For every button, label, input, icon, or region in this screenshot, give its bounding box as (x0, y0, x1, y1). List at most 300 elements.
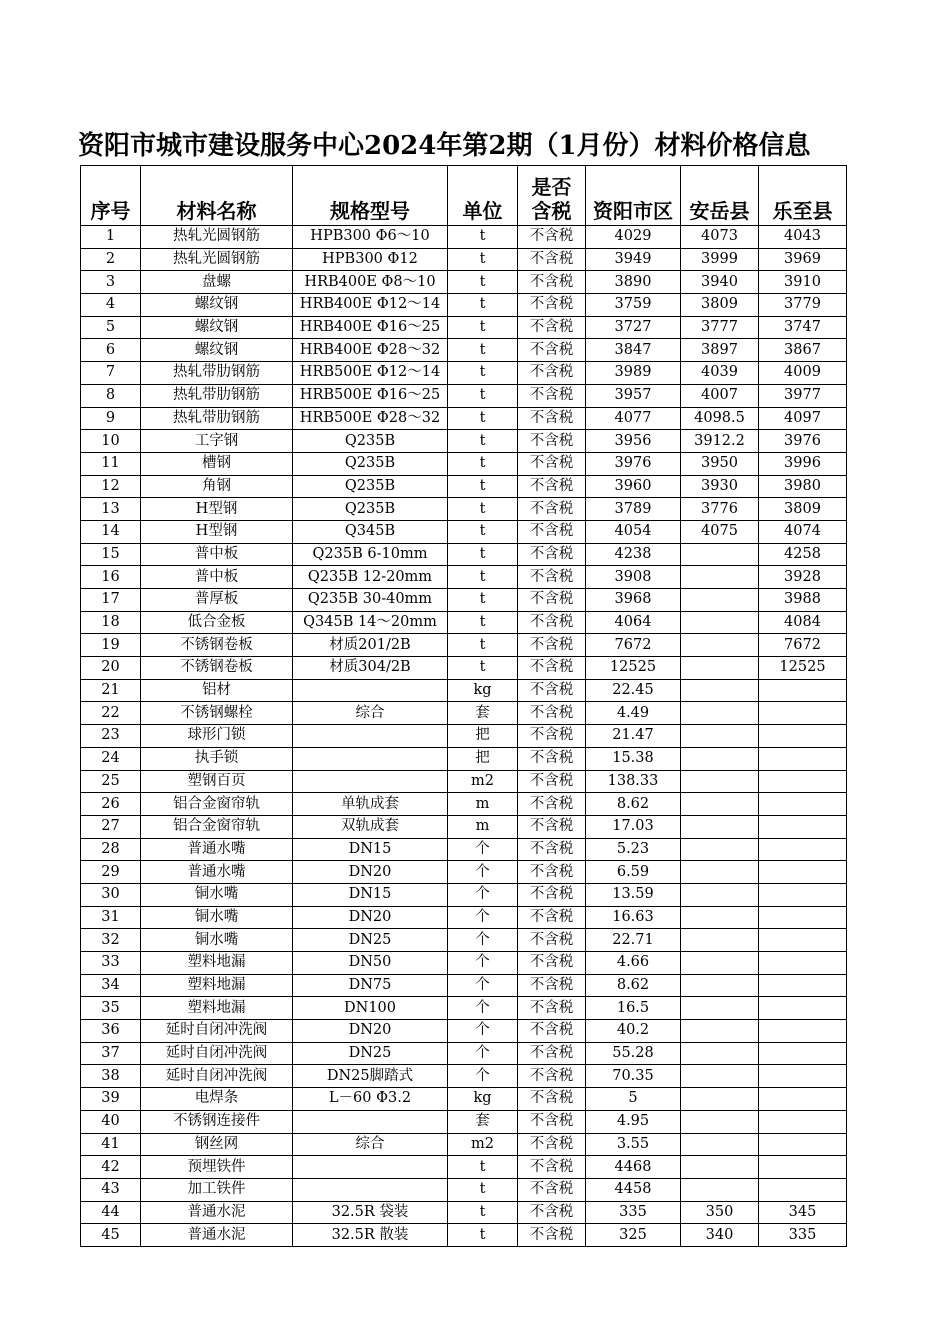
table-row (81, 770, 847, 793)
cell-lezhi (759, 861, 847, 884)
cell-unit: t (448, 430, 518, 453)
cell-spec (293, 679, 448, 702)
cell-tax: 不含税 (518, 475, 586, 498)
table-row (81, 838, 847, 861)
cell-lezhi: 3969 (759, 248, 847, 271)
cell-anyue (681, 1088, 759, 1111)
cell-ziyang: 3989 (586, 362, 681, 385)
table-row (81, 1020, 847, 1043)
cell-lezhi (759, 1065, 847, 1088)
cell-unit: 个 (448, 974, 518, 997)
cell-unit: m2 (448, 1133, 518, 1156)
cell-lezhi (759, 770, 847, 793)
header-seq: 序号 (81, 166, 141, 226)
cell-name: 普通水嘴 (141, 838, 293, 861)
cell-spec (293, 747, 448, 770)
table-row (81, 226, 847, 249)
cell-lezhi: 3910 (759, 271, 847, 294)
cell-tax: 不含税 (518, 929, 586, 952)
cell-spec: HRB400E Φ16～25 (293, 316, 448, 339)
cell-unit: 个 (448, 861, 518, 884)
cell-ziyang: 4468 (586, 1156, 681, 1179)
cell-seq: 5 (81, 316, 141, 339)
cell-tax: 不含税 (518, 997, 586, 1020)
cell-ziyang: 3976 (586, 452, 681, 475)
cell-spec: L－60 Φ3.2 (293, 1088, 448, 1111)
table-row (81, 906, 847, 929)
cell-ziyang: 3956 (586, 430, 681, 453)
cell-lezhi: 4258 (759, 543, 847, 566)
cell-anyue (681, 838, 759, 861)
cell-name: H型钢 (141, 520, 293, 543)
cell-anyue: 4075 (681, 520, 759, 543)
cell-tax: 不含税 (518, 974, 586, 997)
cell-seq: 18 (81, 611, 141, 634)
cell-spec (293, 1178, 448, 1201)
cell-tax: 不含税 (518, 1042, 586, 1065)
cell-anyue (681, 589, 759, 612)
cell-anyue (681, 883, 759, 906)
cell-unit: t (448, 1178, 518, 1201)
cell-seq: 21 (81, 679, 141, 702)
cell-name: 延时自闭冲洗阀 (141, 1042, 293, 1065)
cell-ziyang: 16.5 (586, 997, 681, 1020)
cell-unit: t (448, 520, 518, 543)
cell-lezhi (759, 952, 847, 975)
table-row (81, 498, 847, 521)
cell-seq: 35 (81, 997, 141, 1020)
price-table (80, 165, 847, 1247)
cell-anyue (681, 974, 759, 997)
cell-tax: 不含税 (518, 883, 586, 906)
cell-lezhi (759, 1133, 847, 1156)
cell-spec: HRB400E Φ28～32 (293, 339, 448, 362)
cell-ziyang: 325 (586, 1224, 681, 1247)
cell-name: 延时自闭冲洗阀 (141, 1065, 293, 1088)
cell-spec: 材质304/2B (293, 657, 448, 680)
cell-tax: 不含税 (518, 226, 586, 249)
cell-anyue: 4073 (681, 226, 759, 249)
cell-spec (293, 770, 448, 793)
cell-unit: m2 (448, 770, 518, 793)
cell-ziyang: 3759 (586, 294, 681, 317)
table-row (81, 1178, 847, 1201)
cell-tax: 不含税 (518, 702, 586, 725)
cell-lezhi (759, 929, 847, 952)
cell-lezhi: 4043 (759, 226, 847, 249)
cell-lezhi: 3977 (759, 384, 847, 407)
cell-name: 塑料地漏 (141, 952, 293, 975)
cell-tax: 不含税 (518, 543, 586, 566)
cell-name: 螺纹钢 (141, 294, 293, 317)
cell-ziyang: 3908 (586, 566, 681, 589)
cell-anyue (681, 793, 759, 816)
cell-tax: 不含税 (518, 747, 586, 770)
cell-seq: 26 (81, 793, 141, 816)
table-row (81, 1224, 847, 1247)
cell-unit: 套 (448, 702, 518, 725)
cell-anyue (681, 997, 759, 1020)
cell-tax: 不含税 (518, 815, 586, 838)
cell-anyue (681, 747, 759, 770)
cell-spec: DN20 (293, 1020, 448, 1043)
cell-unit: t (448, 362, 518, 385)
cell-seq: 10 (81, 430, 141, 453)
cell-anyue (681, 1065, 759, 1088)
cell-tax: 不含税 (518, 316, 586, 339)
cell-anyue (681, 929, 759, 952)
cell-lezhi (759, 747, 847, 770)
cell-lezhi (759, 997, 847, 1020)
cell-name: 普通水泥 (141, 1224, 293, 1247)
cell-tax: 不含税 (518, 1088, 586, 1111)
cell-lezhi (759, 1110, 847, 1133)
table-row (81, 997, 847, 1020)
cell-ziyang: 22.71 (586, 929, 681, 952)
cell-tax: 不含税 (518, 1110, 586, 1133)
cell-lezhi (759, 1020, 847, 1043)
cell-anyue (681, 543, 759, 566)
table-row (81, 316, 847, 339)
cell-tax: 不含税 (518, 384, 586, 407)
cell-tax: 不含税 (518, 589, 586, 612)
cell-anyue (681, 815, 759, 838)
cell-lezhi: 4084 (759, 611, 847, 634)
cell-unit: t (448, 657, 518, 680)
cell-name: 铜水嘴 (141, 906, 293, 929)
cell-seq: 29 (81, 861, 141, 884)
header-tax-line2: 含税 (531, 199, 572, 223)
cell-seq: 13 (81, 498, 141, 521)
cell-seq: 40 (81, 1110, 141, 1133)
cell-ziyang: 8.62 (586, 793, 681, 816)
table-row (81, 679, 847, 702)
cell-anyue: 3930 (681, 475, 759, 498)
cell-name: 热轧光圆钢筋 (141, 226, 293, 249)
table-row (81, 520, 847, 543)
cell-lezhi: 3867 (759, 339, 847, 362)
table-row (81, 475, 847, 498)
cell-tax: 不含税 (518, 339, 586, 362)
cell-tax: 不含税 (518, 793, 586, 816)
cell-tax: 不含税 (518, 611, 586, 634)
cell-seq: 2 (81, 248, 141, 271)
cell-name: 铜水嘴 (141, 883, 293, 906)
cell-lezhi: 12525 (759, 657, 847, 680)
cell-spec: DN20 (293, 906, 448, 929)
cell-seq: 7 (81, 362, 141, 385)
cell-lezhi: 4074 (759, 520, 847, 543)
cell-unit: t (448, 316, 518, 339)
cell-anyue (681, 566, 759, 589)
table-row (81, 430, 847, 453)
cell-name: 铜水嘴 (141, 929, 293, 952)
cell-spec: Q235B (293, 430, 448, 453)
cell-lezhi: 3928 (759, 566, 847, 589)
cell-name: 热轧带肋钢筋 (141, 384, 293, 407)
cell-spec: DN75 (293, 974, 448, 997)
header-ziyang: 资阳市区 (586, 166, 681, 226)
cell-anyue: 3776 (681, 498, 759, 521)
cell-lezhi: 335 (759, 1224, 847, 1247)
cell-ziyang: 22.45 (586, 679, 681, 702)
table-body (81, 226, 847, 1247)
cell-unit: t (448, 271, 518, 294)
cell-unit: 把 (448, 747, 518, 770)
table-row (81, 248, 847, 271)
cell-anyue: 3912.2 (681, 430, 759, 453)
table-row (81, 883, 847, 906)
cell-unit: t (448, 634, 518, 657)
cell-lezhi: 345 (759, 1201, 847, 1224)
table-row (81, 589, 847, 612)
cell-name: 铝材 (141, 679, 293, 702)
cell-spec: DN25脚踏式 (293, 1065, 448, 1088)
table-row (81, 657, 847, 680)
table-row (81, 702, 847, 725)
cell-tax: 不含税 (518, 725, 586, 748)
cell-ziyang: 16.63 (586, 906, 681, 929)
cell-tax: 不含税 (518, 952, 586, 975)
cell-name: 加工铁件 (141, 1178, 293, 1201)
cell-ziyang: 12525 (586, 657, 681, 680)
cell-spec: 综合 (293, 1133, 448, 1156)
cell-name: 不锈钢连接件 (141, 1110, 293, 1133)
cell-unit: 个 (448, 906, 518, 929)
cell-seq: 43 (81, 1178, 141, 1201)
cell-name: 电焊条 (141, 1088, 293, 1111)
cell-unit: t (448, 339, 518, 362)
cell-seq: 30 (81, 883, 141, 906)
cell-ziyang: 3789 (586, 498, 681, 521)
cell-unit: 个 (448, 838, 518, 861)
cell-ziyang: 4077 (586, 407, 681, 430)
cell-spec: 单轨成套 (293, 793, 448, 816)
cell-seq: 31 (81, 906, 141, 929)
cell-tax: 不含税 (518, 634, 586, 657)
table-row (81, 861, 847, 884)
cell-name: 普中板 (141, 543, 293, 566)
table-row (81, 952, 847, 975)
cell-tax: 不含税 (518, 679, 586, 702)
cell-lezhi (759, 1088, 847, 1111)
cell-lezhi (759, 1042, 847, 1065)
cell-unit: t (448, 248, 518, 271)
cell-lezhi: 3747 (759, 316, 847, 339)
cell-anyue: 4098.5 (681, 407, 759, 430)
cell-spec: HRB400E Φ8～10 (293, 271, 448, 294)
cell-anyue (681, 1110, 759, 1133)
cell-ziyang: 17.03 (586, 815, 681, 838)
table-row (81, 384, 847, 407)
cell-spec: HPB300 Φ6～10 (293, 226, 448, 249)
cell-anyue (681, 679, 759, 702)
cell-unit: t (448, 226, 518, 249)
cell-ziyang: 3960 (586, 475, 681, 498)
cell-name: 不锈钢卷板 (141, 657, 293, 680)
header-unit: 单位 (448, 166, 518, 226)
cell-seq: 25 (81, 770, 141, 793)
cell-ziyang: 3727 (586, 316, 681, 339)
header-row (81, 166, 847, 226)
cell-tax: 不含税 (518, 407, 586, 430)
cell-tax: 不含税 (518, 520, 586, 543)
table-row (81, 362, 847, 385)
cell-seq: 45 (81, 1224, 141, 1247)
cell-unit: t (448, 1224, 518, 1247)
header-lezhi: 乐至县 (759, 166, 847, 226)
cell-tax: 不含税 (518, 566, 586, 589)
cell-spec: 32.5R 散装 (293, 1224, 448, 1247)
cell-anyue: 3777 (681, 316, 759, 339)
cell-ziyang: 4.66 (586, 952, 681, 975)
table-row (81, 294, 847, 317)
cell-unit: t (448, 611, 518, 634)
cell-ziyang: 8.62 (586, 974, 681, 997)
cell-lezhi (759, 906, 847, 929)
cell-name: 钢丝网 (141, 1133, 293, 1156)
cell-name: 塑料地漏 (141, 974, 293, 997)
cell-spec: DN15 (293, 838, 448, 861)
cell-seq: 19 (81, 634, 141, 657)
cell-lezhi: 7672 (759, 634, 847, 657)
cell-unit: t (448, 566, 518, 589)
cell-unit: 个 (448, 1042, 518, 1065)
cell-seq: 42 (81, 1156, 141, 1179)
cell-anyue (681, 725, 759, 748)
cell-seq: 16 (81, 566, 141, 589)
cell-ziyang: 4.95 (586, 1110, 681, 1133)
cell-spec: 32.5R 袋装 (293, 1201, 448, 1224)
cell-seq: 34 (81, 974, 141, 997)
cell-tax: 不含税 (518, 271, 586, 294)
cell-unit: t (448, 1156, 518, 1179)
cell-seq: 6 (81, 339, 141, 362)
cell-unit: m (448, 815, 518, 838)
cell-anyue: 3999 (681, 248, 759, 271)
cell-ziyang: 3847 (586, 339, 681, 362)
cell-unit: t (448, 543, 518, 566)
cell-ziyang: 6.59 (586, 861, 681, 884)
cell-spec (293, 725, 448, 748)
cell-spec: HRB500E Φ12～14 (293, 362, 448, 385)
cell-lezhi: 3809 (759, 498, 847, 521)
cell-seq: 32 (81, 929, 141, 952)
cell-name: 球形门锁 (141, 725, 293, 748)
cell-ziyang: 3890 (586, 271, 681, 294)
cell-tax: 不含税 (518, 906, 586, 929)
cell-ziyang: 15.38 (586, 747, 681, 770)
cell-spec: Q235B 6-10mm (293, 543, 448, 566)
cell-lezhi (759, 1156, 847, 1179)
cell-anyue (681, 1178, 759, 1201)
cell-spec: Q345B (293, 520, 448, 543)
cell-seq: 12 (81, 475, 141, 498)
cell-lezhi (759, 702, 847, 725)
table-row (81, 815, 847, 838)
cell-tax: 不含税 (518, 1178, 586, 1201)
cell-tax: 不含税 (518, 430, 586, 453)
cell-spec: Q235B (293, 452, 448, 475)
cell-spec: Q235B (293, 475, 448, 498)
cell-ziyang: 55.28 (586, 1042, 681, 1065)
cell-name: 螺纹钢 (141, 316, 293, 339)
cell-tax: 不含税 (518, 1020, 586, 1043)
cell-anyue (681, 611, 759, 634)
page-title: 资阳市城市建设服务中心2024年第2期（1月份）材料价格信息 (78, 131, 811, 161)
table-row (81, 543, 847, 566)
cell-anyue: 3897 (681, 339, 759, 362)
cell-spec: Q235B 30-40mm (293, 589, 448, 612)
table-row (81, 452, 847, 475)
table-row (81, 566, 847, 589)
cell-unit: 个 (448, 1065, 518, 1088)
table-row (81, 1133, 847, 1156)
cell-name: 铝合金窗帘轨 (141, 793, 293, 816)
cell-anyue (681, 702, 759, 725)
cell-lezhi: 3996 (759, 452, 847, 475)
cell-ziyang: 7672 (586, 634, 681, 657)
table-row (81, 1110, 847, 1133)
table-row (81, 793, 847, 816)
cell-anyue: 3809 (681, 294, 759, 317)
cell-seq: 1 (81, 226, 141, 249)
cell-unit: 把 (448, 725, 518, 748)
cell-seq: 14 (81, 520, 141, 543)
cell-unit: t (448, 1201, 518, 1224)
cell-anyue (681, 1020, 759, 1043)
cell-seq: 39 (81, 1088, 141, 1111)
cell-spec: DN20 (293, 861, 448, 884)
cell-spec: HRB400E Φ12～14 (293, 294, 448, 317)
table-row (81, 974, 847, 997)
cell-seq: 15 (81, 543, 141, 566)
cell-anyue (681, 634, 759, 657)
cell-seq: 27 (81, 815, 141, 838)
cell-name: 执手锁 (141, 747, 293, 770)
cell-name: 塑钢百页 (141, 770, 293, 793)
cell-name: 普厚板 (141, 589, 293, 612)
cell-ziyang: 4054 (586, 520, 681, 543)
header-tax-line1: 是否 (531, 175, 572, 199)
cell-unit: t (448, 475, 518, 498)
cell-name: 工字钢 (141, 430, 293, 453)
table-row (81, 1065, 847, 1088)
cell-name: 不锈钢卷板 (141, 634, 293, 657)
cell-spec: 综合 (293, 702, 448, 725)
header-name: 材料名称 (141, 166, 293, 226)
cell-spec: 双轨成套 (293, 815, 448, 838)
cell-tax: 不含税 (518, 1065, 586, 1088)
cell-name: 螺纹钢 (141, 339, 293, 362)
cell-spec: HPB300 Φ12 (293, 248, 448, 271)
cell-anyue: 350 (681, 1201, 759, 1224)
cell-lezhi (759, 725, 847, 748)
cell-seq: 20 (81, 657, 141, 680)
cell-tax: 不含税 (518, 770, 586, 793)
cell-seq: 9 (81, 407, 141, 430)
cell-lezhi: 3779 (759, 294, 847, 317)
cell-anyue (681, 906, 759, 929)
cell-anyue (681, 1042, 759, 1065)
cell-spec: DN100 (293, 997, 448, 1020)
cell-tax: 不含税 (518, 362, 586, 385)
table-row (81, 1156, 847, 1179)
cell-name: 角钢 (141, 475, 293, 498)
cell-anyue (681, 952, 759, 975)
cell-seq: 17 (81, 589, 141, 612)
table-row (81, 725, 847, 748)
